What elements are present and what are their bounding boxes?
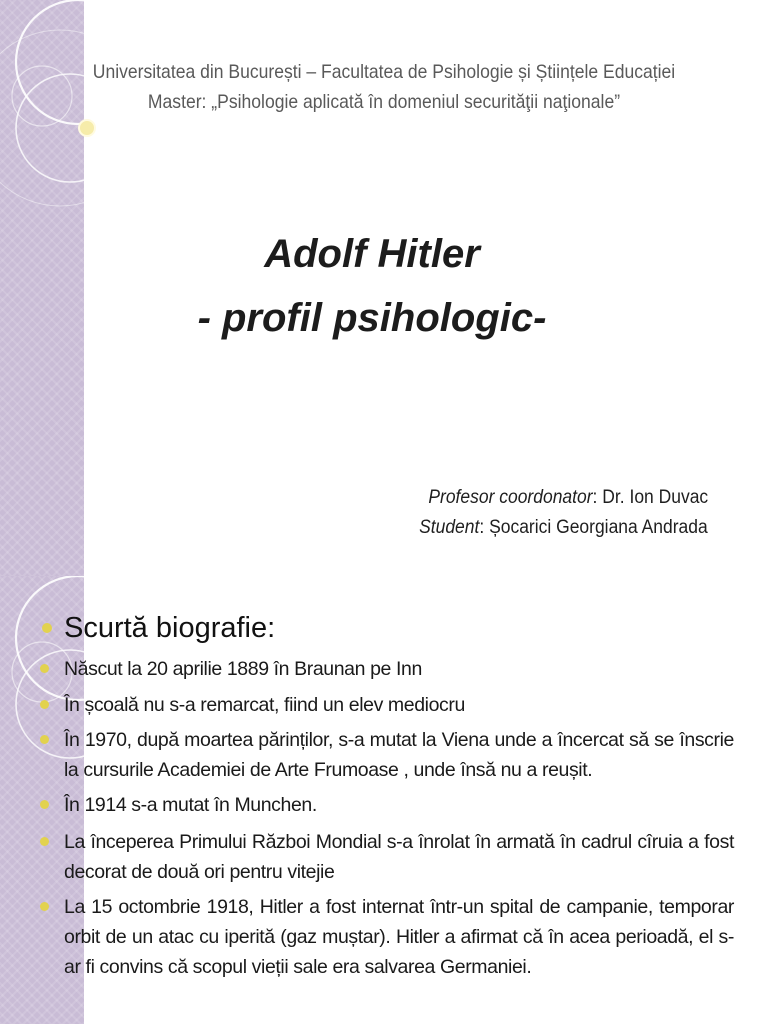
bullet-icon (40, 664, 49, 673)
bullet-icon (40, 902, 49, 911)
bio-item: În 1914 s-a mutat în Munchen. (64, 794, 317, 816)
university-name: Universitatea din București – Facultatea de Psihologie și Științele Educației (92, 61, 676, 83)
bio-item: Născut la 20 aprilie 1889 în Braunan pe Inn (64, 658, 422, 680)
coordinator-line (428, 483, 708, 513)
section-heading: Scurtă biografie: (64, 612, 276, 644)
bullet-icon (40, 800, 49, 809)
title-line-1: Adolf Hitler (264, 232, 480, 276)
student-label: Student (419, 517, 480, 538)
bio-item: În 1970, după moartea părinților, s-a mutat la Viena unde a încercat să se înscrie la cursurile Academiei de Arte Frumoase , unde însă nu a reușit. (64, 729, 734, 781)
student-line (419, 513, 708, 543)
bio-item: În școală nu s-a remarcat, fiind un elev mediocru (64, 694, 465, 716)
coordinator-label: Profesor coordonator (428, 487, 593, 508)
bio-item: La 15 octombrie 1918, Hitler a fost internat într-un spital de campanie, temporar orbit de un atac cu iperită (gaz muștar). Hitler a afirmat că în acea perioadă, el s-ar fi convins că scopul vieții sale era salvarea Germaniei. (64, 896, 734, 978)
bullet-icon (40, 837, 49, 846)
biography-slide (0, 576, 768, 1024)
bullet-icon (40, 735, 49, 744)
student-value: : Șocarici Georgiana Andrada (479, 517, 708, 538)
coordinator-value: : Dr. Ion Duvac (592, 487, 708, 508)
title-line-2: - profil psihologic- (197, 296, 547, 340)
bullet-icon (42, 623, 52, 633)
bio-item: La începerea Primului Război Mondial s-a înrolat în armată în cadrul cîruia a fost decorat de două ori pentru vitejie (64, 831, 734, 883)
master-program: Master: „Psihologie aplicată în domeniul securităţii naţionale” (147, 91, 621, 113)
bullet-icon (40, 700, 49, 709)
